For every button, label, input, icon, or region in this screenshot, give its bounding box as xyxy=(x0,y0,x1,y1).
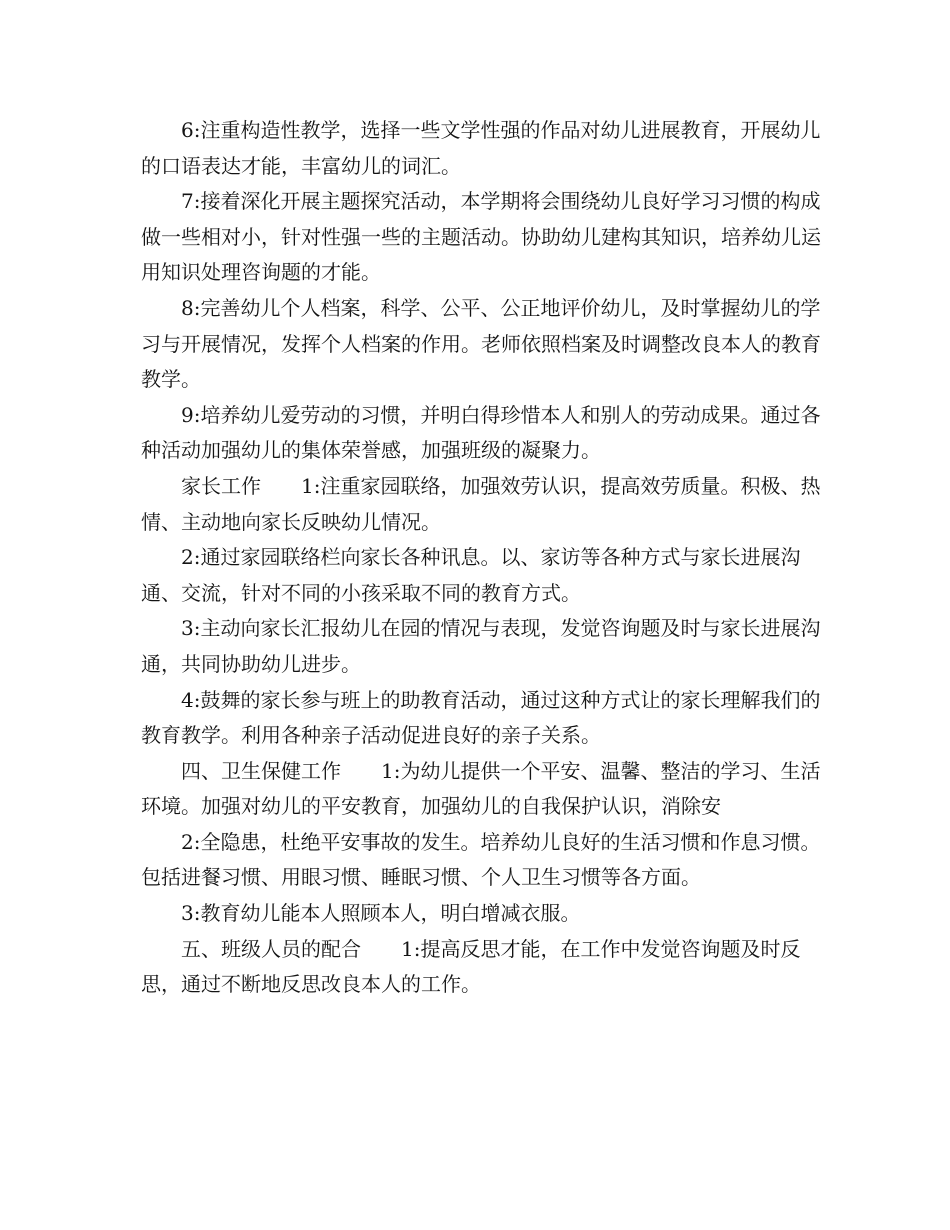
paragraph-6 xyxy=(141,113,831,184)
paragraph-text: 6:注重构造性教学，选择一些文学性强的作品对幼儿进展教育，开展幼儿的口语表达才能，丰富幼儿的词汇。 xyxy=(141,118,821,178)
paragraph-health-2 xyxy=(141,825,831,896)
paragraph-parent-4 xyxy=(141,683,831,754)
paragraph-text: 2:全隐患，杜绝平安事故的发生。培养幼儿良好的生活习惯和作息习惯。包括进餐习惯、用眼习惯、睡眠习惯、个人卫生习惯等各方面。 xyxy=(141,829,821,890)
paragraph-health-work xyxy=(141,754,831,825)
paragraph-parent-3 xyxy=(141,611,831,682)
section-heading: 四、卫生保健工作 xyxy=(181,758,341,783)
paragraph-text: 3:教育幼儿能本人照顾本人，明白增减衣服。 xyxy=(181,901,581,926)
paragraph-health-3 xyxy=(141,896,831,932)
paragraph-text: 9:培养幼儿爱劳动的习惯，并明白得珍惜本人和别人的劳动成果。通过各种活动加强幼儿的集体荣誉感，加强班级的凝聚力。 xyxy=(141,402,821,463)
paragraph-7 xyxy=(141,184,831,291)
paragraph-text: 3:主动向家长汇报幼儿在园的情况与表现，发觉咨询题及时与家长进展沟通，共同协助幼儿进步。 xyxy=(141,616,821,676)
paragraph-parent-work xyxy=(141,469,831,540)
paragraph-8 xyxy=(141,291,831,398)
paragraph-text: 8:完善幼儿个人档案，科学、公平、公正地评价幼儿，及时掌握幼儿的学习与开展情况，发挥个人档案的作用。老师依照档案及时调整改良本人的教育教学。 xyxy=(141,295,821,392)
paragraph-text: 1:提高反思才能，在工作中发觉咨询题及时反思，通过不断地反思改良本人的工作。 xyxy=(141,936,801,997)
section-heading: 五、班级人员的配合 xyxy=(181,936,361,961)
paragraph-text: 4:鼓舞的家长参与班上的助教育活动，通过这种方式让的家长理解我们的教育教学。利用各种亲子活动促进良好的亲子关系。 xyxy=(141,687,821,748)
paragraph-text: 2:通过家园联络栏向家长各种讯息。以、家访等各种方式与家长进展沟通、交流，针对不同的小孩采取不同的教育方式。 xyxy=(141,545,801,605)
paragraph-text: 1:注重家园联络，加强效劳认识，提高效劳质量。积极、热情、主动地向家长反映幼儿情况。 xyxy=(141,473,821,534)
paragraph-9 xyxy=(141,398,831,469)
paragraph-class-staff xyxy=(141,932,831,1003)
paragraph-text: 7:接着深化开展主题探究活动，本学期将会围绕幼儿良好学习习惯的构成做一些相对小，针对性强一些的主题活动。协助幼儿建构其知识，培养幼儿运用知识处理咨询题的才能。 xyxy=(141,189,821,285)
paragraph-parent-2 xyxy=(141,540,831,611)
section-heading: 家长工作 xyxy=(181,473,261,498)
document-page xyxy=(141,113,831,1003)
paragraph-text: 1:为幼儿提供一个平安、温馨、整洁的学习、生活环境。加强对幼儿的平安教育，加强幼儿的自我保护认识，消除安 xyxy=(141,758,821,819)
